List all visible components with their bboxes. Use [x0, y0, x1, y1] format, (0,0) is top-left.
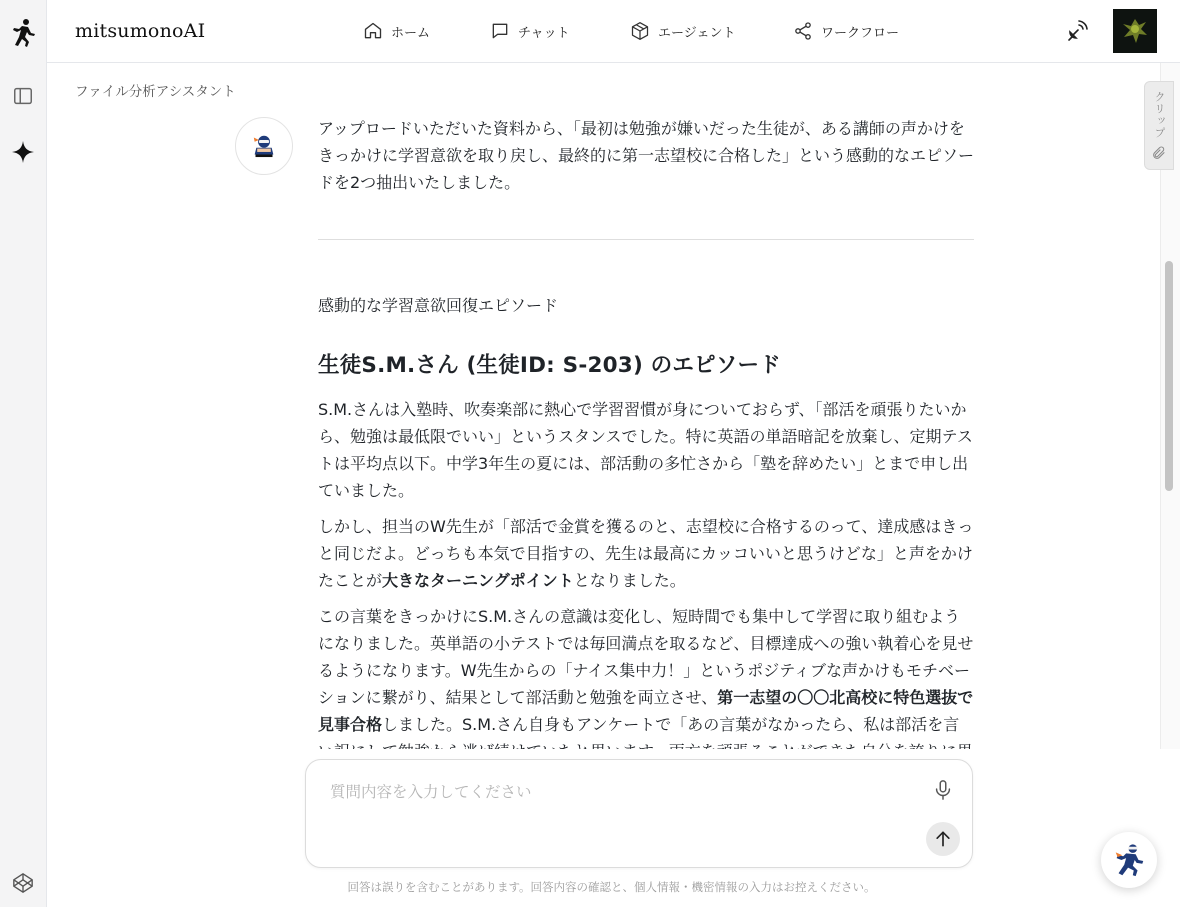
episode-paragraph-1: S.M.さんは入塾時、吹奏楽部に熱心で学習習慣が身についておらず、「部活を頑張りたいから、勉強は最低限でいい」というスタンスでした。特に英語の単語暗記を放棄し、定期テストは平均点以下。中学3年生の夏には、部活動の多忙さから「塾を辞めたい」とまで申し出ていました。 [318, 400, 973, 500]
home-icon [363, 21, 383, 41]
share-icon [793, 21, 813, 41]
clip-tab-label: クリップ [1153, 91, 1166, 139]
question-input[interactable] [330, 780, 910, 820]
microphone-icon[interactable] [932, 778, 954, 802]
top-bar [47, 0, 1180, 63]
nav-home[interactable] [363, 19, 430, 43]
sparkle-icon[interactable] [9, 138, 37, 166]
left-rail [0, 0, 47, 907]
episode-paragraph-2: しかし、担当のW先生が「部活で金賞を獲るのと、志望校に合格するのって、達成感はきっと同じだよ。どっちも本気で目指すの、先生は最高にカッコいいと思うけどな」と声をかけたことが大きなターニングポイントとなりました。 [318, 517, 974, 590]
divider [318, 239, 974, 240]
user-avatar[interactable] [1113, 9, 1157, 53]
clip-tab[interactable] [1144, 81, 1174, 170]
episode-heading: 生徒S.M.さん (生徒ID: S-203) のエピソード [318, 353, 781, 378]
question-input-box[interactable] [305, 759, 973, 868]
highlight-turning-point: 大きなターニングポイント [382, 571, 574, 590]
runner-mascot-icon [1110, 841, 1148, 879]
arrow-up-icon [933, 829, 953, 849]
scrollbar-thumb[interactable] [1165, 261, 1173, 491]
assistant-avatar [235, 117, 293, 175]
ninja-icon [247, 129, 281, 163]
disclaimer: 回答は誤りを含むことがあります。回答内容の確認と、個人情報・機密情報の入力はお控えください。 [347, 880, 876, 894]
logo-runner-icon[interactable] [9, 19, 37, 47]
codepen-icon[interactable] [9, 869, 37, 897]
highlight-pass: 第一志望の〇〇北高校に特色選抜で見事合格 [318, 688, 974, 734]
brand-name[interactable]: mitsumonoAI [75, 20, 206, 42]
cube-icon [630, 21, 650, 41]
send-button[interactable] [926, 822, 960, 856]
nav-agent[interactable] [630, 19, 735, 43]
chat-icon [490, 21, 510, 41]
section-label: 感動的な学習意欲回復エピソード [318, 296, 559, 315]
nav-workflow[interactable] [793, 19, 899, 43]
nav-home-label: ホーム [391, 25, 431, 41]
message-intro: アップロードいただいた資料から、「最初は勉強が嫌いだった生徒が、ある講師の声かけをきっかけに学習意欲を取り戻し、最終的に第一志望校に合格した」という感動的なエピソードを2つ抽出いたしました。 [318, 119, 975, 192]
nav-chat[interactable] [490, 19, 570, 43]
nav-agent-label: エージェント [658, 25, 736, 41]
page-title: ファイル分析アシスタント [75, 84, 236, 100]
nav-workflow-label: ワークフロー [821, 25, 900, 41]
satellite-icon[interactable] [1065, 19, 1089, 43]
assistant-message [318, 115, 974, 801]
assistant-fab[interactable] [1101, 832, 1157, 888]
chat-area[interactable] [47, 63, 1160, 749]
sidebar-toggle-icon[interactable] [9, 82, 37, 110]
episode-paragraph-3: この言葉をきっかけにS.M.さんの意識は変化し、短時間でも集中して学習に取り組むようになりました。英単語の小テストでは毎回満点を取るなど、目標達成への強い執着心を見せるようになります。W先生からの「ナイス集中力！」というポジティブな声かけもモチベーションに繋がり、結果として部活動と勉強を両立させ、第一志望の〇〇北高校に特色選抜で見事合格しました。S.M.さん自身もアンケートで「あの言葉がなかったら、私は部活を言 [318, 607, 974, 734]
paperclip-icon [1151, 145, 1167, 161]
nav-chat-label: チャット [518, 25, 570, 41]
